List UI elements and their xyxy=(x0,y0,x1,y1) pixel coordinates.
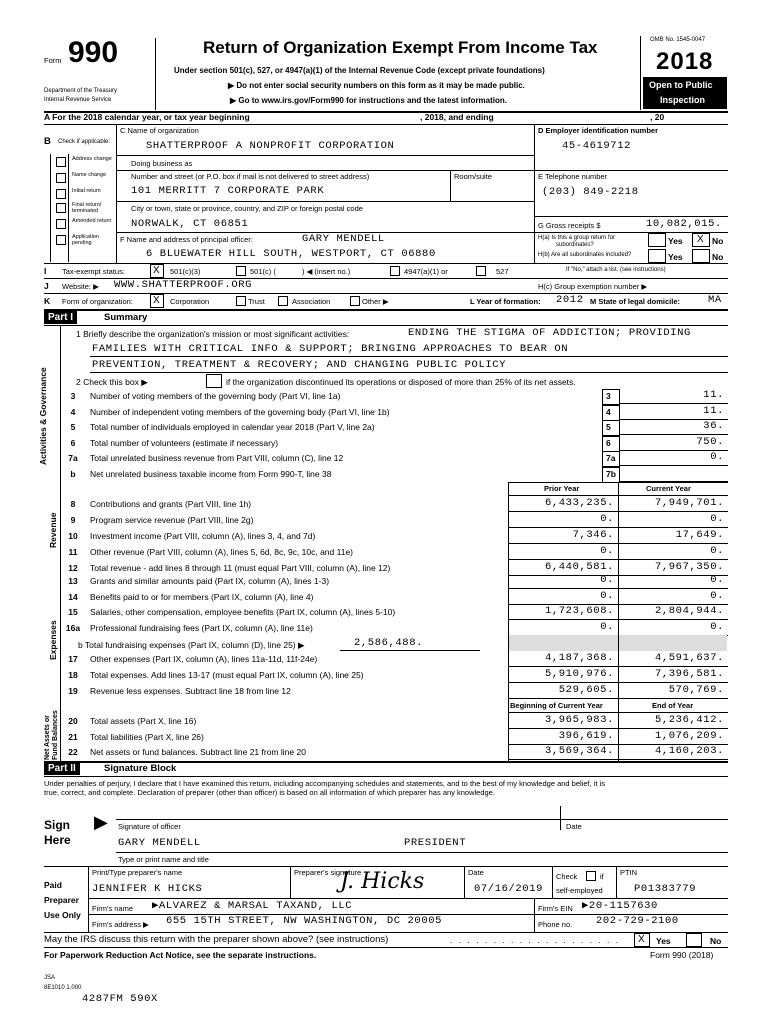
open-public: Open to Public xyxy=(649,80,713,90)
exp2-text-0: Other expenses (Part IX, column (A), lines 11a-11d, 11f-24e) xyxy=(90,654,318,664)
prep-date-label: Date xyxy=(468,868,484,877)
gov-box-label-1: 4 xyxy=(606,406,611,417)
exp-prior-2: 1,723,608. xyxy=(544,605,614,617)
exp-prior-3: 0. xyxy=(600,620,614,633)
line1-label: 1 Briefly describe the organization's mission or most significant activities: xyxy=(76,329,350,339)
ha-sub: subordinates? xyxy=(556,242,594,248)
hb-yes-label: Yes xyxy=(668,252,683,262)
b-label: B xyxy=(44,136,51,147)
hb-no-checkbox[interactable] xyxy=(692,249,710,263)
gov-box-label-0: 3 xyxy=(606,391,611,401)
e-label: E Telephone number xyxy=(538,172,608,181)
side-revenue: Revenue xyxy=(48,512,58,548)
exp2-text-1: Total expenses. Add lines 13-17 (must equal Part IX, column (A), line 25) xyxy=(90,670,364,680)
ptin-value: P01383779 xyxy=(634,883,697,895)
gov-number-1: 4 xyxy=(70,406,76,417)
form-word: Form xyxy=(44,56,62,65)
4947-checkbox[interactable] xyxy=(390,266,400,276)
f-label: F Name and address of principal officer: xyxy=(120,235,253,244)
527-checkbox[interactable] xyxy=(476,266,486,276)
here-label: Here xyxy=(44,833,71,847)
phone-value: (203) 849-2218 xyxy=(542,186,639,198)
b-item-label-5: Application pending xyxy=(72,234,99,246)
sig-date-label: Date xyxy=(566,822,582,831)
city-state-zip: NORWALK, CT 06851 xyxy=(131,218,249,230)
rev-prior-3: 0. xyxy=(600,545,614,557)
jsa-label: JSA xyxy=(44,975,56,981)
discuss-no-checkbox[interactable] xyxy=(686,933,702,947)
line2-text: if the organization discontinued its operations or disposed of more than 25% of its net assets. xyxy=(226,377,576,387)
corporation-checkbox[interactable] xyxy=(150,294,164,308)
net-current-2: 4,160,203. xyxy=(654,745,724,757)
exp-text-2: Salaries, other compensation, employee benefits (Part IX, column (A), lines 5-10) xyxy=(90,607,396,617)
ha-yes-label: Yes xyxy=(668,236,683,246)
sign-arrow-icon: ▶ xyxy=(94,812,108,832)
line-a-end: , 20 xyxy=(650,112,665,122)
other-label: Other ▶ xyxy=(362,297,389,306)
subtitle-3: ▶ Go to www.irs.gov/Form990 for instructions and the latest information. xyxy=(230,96,507,105)
gov-box-0 xyxy=(602,389,620,405)
rev-number-0: 8 xyxy=(70,499,76,509)
4947-label: 4947(a)(1) or xyxy=(404,267,448,276)
gross-receipts: 10,082,015. xyxy=(646,218,722,230)
b-checkbox-1[interactable] xyxy=(56,173,66,183)
j-label: J xyxy=(44,281,49,291)
prep-name-label: Print/Type preparer's name xyxy=(92,868,183,877)
b-item-label-3: Final return/ terminated xyxy=(72,202,102,214)
preparer-signature: J. Hicks xyxy=(340,869,425,894)
discuss-yes-label: Yes xyxy=(656,936,671,946)
firm-ein-label: Firm's EIN xyxy=(538,904,573,913)
net-text-2: Net assets or fund balances. Subtract line 21 from line 20 xyxy=(90,747,306,757)
form-footer: Form 990 (2018) xyxy=(650,950,714,960)
exp-number-1: 14 xyxy=(68,591,78,602)
501c3-checkbox[interactable] xyxy=(150,264,164,278)
rev-current-2: 17,649. xyxy=(675,529,724,541)
part-1-title: Summary xyxy=(104,312,148,323)
corporation-label: Corporation xyxy=(170,297,210,306)
ha-label: H(a) Is this a group return for xyxy=(538,235,616,241)
net-number-2: 22 xyxy=(68,747,78,757)
trust-checkbox[interactable] xyxy=(236,296,246,306)
firm-phone: 202-729-2100 xyxy=(596,915,679,927)
rev-text-4: Total revenue - add lines 8 through 11 (must equal Part VIII, column (A), line 12) xyxy=(90,563,391,573)
exp2-current-0: 4,591,637. xyxy=(654,652,724,664)
association-label: Association xyxy=(292,297,331,306)
preparer-label: Preparer xyxy=(44,895,79,905)
officer-title: PRESIDENT xyxy=(404,837,467,849)
year-formation: 2012 xyxy=(556,294,584,306)
association-checkbox[interactable] xyxy=(278,296,288,306)
net-prior-2: 3,569,364. xyxy=(544,745,614,757)
discuss-yes-mark: X xyxy=(638,934,645,945)
exp2-number-0: 17 xyxy=(68,654,78,664)
501c3-label: 501(c)(3) xyxy=(170,267,201,276)
gov-box-1 xyxy=(602,405,620,421)
501c-label: 501(c) ( xyxy=(250,267,276,276)
exp2-prior-0: 4,187,368. xyxy=(544,652,614,664)
line16b-label: b Total fundraising expenses (Part IX, column (D), line 25) ▶ xyxy=(78,640,305,650)
paid-label: Paid xyxy=(44,880,62,890)
l-label: L Year of formation: xyxy=(470,297,541,306)
gov-box-label-3: 6 xyxy=(606,437,611,448)
exp2-prior-1: 5,910,976. xyxy=(544,668,614,680)
discuss-no-label: No xyxy=(710,936,722,946)
b-checkbox-5[interactable] xyxy=(56,235,66,245)
rev-current-1: 0. xyxy=(710,513,724,525)
preparer-date: 07/16/2019 xyxy=(474,883,544,895)
net-number-1: 21 xyxy=(68,731,78,742)
ha-yes-checkbox[interactable] xyxy=(648,233,666,247)
exp-current-3: 0. xyxy=(710,620,724,633)
gov-underline-4 xyxy=(620,465,728,466)
net-text-0: Total assets (Part X, line 16) xyxy=(90,716,197,726)
trust-label: Trust xyxy=(248,297,265,306)
prior-year-header: Prior Year xyxy=(544,484,580,493)
mission-line-2: FAMILIES WITH CRITICAL INFO & SUPPORT; BRINGING APPROACHES TO BEAR ON xyxy=(92,343,569,355)
b-checkbox-2[interactable] xyxy=(56,189,66,199)
subtitle-1: Under section 501(c), 527, or 4947(a)(1) of the Internal Revenue Code (except private foundations) xyxy=(174,66,545,75)
b-checkbox-3[interactable] xyxy=(56,203,66,213)
b-item-label-1: Name change xyxy=(72,172,107,178)
527-label: 527 xyxy=(496,267,509,276)
room-label: Room/suite xyxy=(454,172,492,181)
gov-value-3: 750. xyxy=(696,435,724,448)
exp-current-1: 0. xyxy=(710,589,724,602)
street-address: 101 MERRITT 7 CORPORATE PARK xyxy=(131,185,325,197)
gov-text-4: Total unrelated business revenue from Part VIII, column (C), line 12 xyxy=(90,453,344,463)
net-text-1: Total liabilities (Part X, line 26) xyxy=(90,731,204,742)
paperwork-notice: For Paperwork Reduction Act Notice, see the separate instructions. xyxy=(44,950,317,960)
discuss-dots: . . . . . . . . . . . . . . . . . . . . xyxy=(450,935,621,945)
prep-sig-label: Preparer's signature xyxy=(294,868,362,877)
side-expenses: Expenses xyxy=(48,620,58,660)
line-a-label: A For the 2018 calendar year, or tax year beginning xyxy=(44,112,250,122)
firm-name-label: Firm's name xyxy=(92,904,134,913)
firm-ein: ▶20-1157630 xyxy=(582,900,658,912)
hc-label: H(c) Group exemption number ▶ xyxy=(538,282,648,291)
street-label: Number and street (or P.O. box if mail is not delivered to street address) xyxy=(131,172,370,181)
exp2-text-2: Revenue less expenses. Subtract line 18 from line 12 xyxy=(90,686,291,696)
boy-header: Beginning of Current Year xyxy=(510,701,603,710)
check-label: Check xyxy=(556,872,578,881)
side-net-assets: Net Assets or Fund Balances xyxy=(44,710,59,760)
insert-no-label: ) ◀ (insert no.) xyxy=(302,267,351,276)
gov-text-1: Number of independent voting members of the governing body (Part VI, line 1b) xyxy=(90,406,390,417)
self-employed-label: self-employed xyxy=(556,886,603,895)
side-governance: Activities & Governance xyxy=(38,367,48,465)
b-item-label-0: Address change xyxy=(72,156,112,162)
exp2-number-1: 18 xyxy=(68,670,78,680)
part-2-title: Signature Block xyxy=(104,763,177,774)
discuss-text: May the IRS discuss this return with the preparer shown above? (see instructions) xyxy=(44,934,389,945)
mission-line-3: PREVENTION, TREATMENT & RECOVERY; AND CHANGING PUBLIC POLICY xyxy=(92,359,507,371)
firm-address: 655 15TH STREET, NW WASHINGTON, DC 20005 xyxy=(166,915,443,927)
officer-address: 6 BLUEWATER HILL SOUTH, WESTPORT, CT 06880 xyxy=(146,248,436,260)
exp-text-0: Grants and similar amounts paid (Part IX, column (A), lines 1-3) xyxy=(90,576,330,586)
exp-number-2: 15 xyxy=(68,607,78,617)
line2-label: 2 Check this box ▶ xyxy=(76,377,148,387)
gov-box-label-5: 7b xyxy=(606,468,616,479)
subtitle-2: ▶ Do not enter social security numbers on this form as it may be made public. xyxy=(228,81,525,90)
net-current-1: 1,076,209. xyxy=(654,729,724,742)
rev-prior-4: 6,440,581. xyxy=(544,561,614,573)
corporation-mark: X xyxy=(153,295,160,306)
line-a-mid: , 2018, and ending xyxy=(420,112,494,122)
gov-box-3 xyxy=(602,436,620,452)
b-item-label-2: Initial return xyxy=(72,188,101,194)
rev-text-1: Program service revenue (Part VIII, line 2g) xyxy=(90,515,254,525)
rev-number-2: 10 xyxy=(68,531,78,541)
firm-address-label: Firm's address ▶ xyxy=(92,920,149,929)
officer-name-f: GARY MENDELL xyxy=(302,233,385,245)
rev-text-2: Investment income (Part VIII, column (A), lines 3, 4, and 7d) xyxy=(90,531,316,541)
hb-label: H(b) Are all subordinates included? xyxy=(538,252,632,258)
hb-no-label: No xyxy=(712,252,724,262)
exp-number-3: 16a xyxy=(65,622,81,633)
ha-no-label: No xyxy=(712,236,724,246)
ha-no-mark: X xyxy=(697,234,704,245)
gov-value-2: 36. xyxy=(703,420,724,432)
penalty-text-1: Under penalties of perjury, I declare that I have examined this return, including accompanying schedules and statements, and to the best of my knowledge and belief, it is xyxy=(44,779,606,788)
g-label: G Gross receipts $ xyxy=(538,221,601,230)
exp-text-3: Professional fundraising fees (Part IX, column (A), line 11e) xyxy=(90,622,313,633)
self-employed-checkbox[interactable] xyxy=(586,871,596,881)
exp2-number-2: 19 xyxy=(68,686,78,696)
exp-prior-0: 0. xyxy=(600,574,614,586)
m-label: M State of legal domicile: xyxy=(590,297,681,306)
rev-prior-1: 0. xyxy=(600,513,614,525)
preparer-name: JENNIFER K HICKS xyxy=(92,883,203,895)
rev-number-4: 12 xyxy=(68,563,78,573)
website-label: Website: ▶ xyxy=(62,282,99,291)
exp-number-0: 13 xyxy=(68,576,78,586)
exp2-current-2: 570,769. xyxy=(668,684,724,696)
rev-current-0: 7,949,701. xyxy=(654,497,724,509)
tax-exempt-label: Tax-exempt status: xyxy=(62,267,125,276)
hb-yes-checkbox[interactable] xyxy=(648,249,666,263)
gov-number-0: 3 xyxy=(70,391,76,401)
gov-text-0: Number of voting members of the governing body (Part VI, line 1a) xyxy=(90,391,341,401)
gov-number-4: 7a xyxy=(68,453,78,463)
gov-number-2: 5 xyxy=(70,422,76,432)
gov-value-0: 11. xyxy=(703,389,724,401)
gov-box-label-2: 5 xyxy=(606,422,611,432)
type-print-label: Type or print name and title xyxy=(118,855,209,864)
current-year-header: Current Year xyxy=(646,484,691,493)
mission-line-1: ENDING THE STIGMA OF ADDICTION; PROVIDING xyxy=(408,327,691,339)
i-label: I xyxy=(44,266,47,276)
gov-value-1: 11. xyxy=(703,404,724,417)
org-name: SHATTERPROOF A NONPROFIT CORPORATION xyxy=(146,140,395,152)
sign-label: Sign xyxy=(44,818,70,832)
line2-checkbox[interactable] xyxy=(206,374,222,388)
officer-name: GARY MENDELL xyxy=(118,837,201,849)
line16b-number xyxy=(62,639,78,649)
phone-label: Phone no. xyxy=(538,920,573,929)
rev-prior-0: 6,433,235. xyxy=(544,497,614,509)
rev-number-3: 11 xyxy=(68,547,78,557)
k-label: K xyxy=(44,296,51,306)
rev-text-3: Other revenue (Part VIII, column (A), lines 5, 6d, 8c, 9c, 10c, and 11e) xyxy=(90,547,353,557)
exp-current-2: 2,804,944. xyxy=(654,605,724,617)
state-domicile: MA xyxy=(708,294,722,306)
gov-box-label-4: 7a xyxy=(606,453,616,463)
tax-year: 2018 xyxy=(656,48,714,75)
part-1-label: Part I xyxy=(44,311,77,324)
if-label: if xyxy=(600,872,604,881)
rev-number-1: 9 xyxy=(70,515,76,525)
use-only-label: Use Only xyxy=(44,910,81,920)
b-checkbox-0[interactable] xyxy=(56,157,66,167)
exp-current-0: 0. xyxy=(710,574,724,586)
discuss-yes-checkbox[interactable] xyxy=(634,933,650,947)
exp2-prior-2: 529,605. xyxy=(558,684,614,696)
net-current-0: 5,236,412. xyxy=(654,714,724,726)
net-number-0: 20 xyxy=(68,716,78,726)
rev-text-0: Contributions and grants (Part VIII, line 1h) xyxy=(90,499,252,509)
501c3-mark: X xyxy=(153,265,160,276)
b-check-label: Check if applicable: xyxy=(58,139,111,145)
gov-text-3: Total number of volunteers (estimate if necessary) xyxy=(90,437,279,448)
b-item-label-4: Amended return xyxy=(72,218,112,224)
firm-name: ▶ALVAREZ & MARSAL TAXAND, LLC xyxy=(152,900,353,912)
form-code: 8E1010 1.000 xyxy=(44,985,82,991)
gov-text-5: Net unrelated business taxable income from Form 990-T, line 38 xyxy=(90,468,332,479)
other-checkbox[interactable] xyxy=(350,296,360,306)
form-org-label: Form of organization: xyxy=(62,297,133,306)
gov-text-2: Total number of individuals employed in calendar year 2018 (Part V, line 2a) xyxy=(90,422,375,432)
part-2-label: Part II xyxy=(44,762,80,775)
gov-box-2 xyxy=(602,420,620,436)
exp-prior-1: 0. xyxy=(600,589,614,602)
form-number: 990 xyxy=(68,36,119,69)
penalty-text-2: true, correct, and complete. Declaration of preparer (other than officer) is based on all information of which preparer has any knowledge. xyxy=(44,788,495,797)
501c-checkbox[interactable] xyxy=(236,266,246,276)
gov-number-3: 6 xyxy=(70,437,76,448)
rev-current-3: 0. xyxy=(710,545,724,557)
exp2-current-1: 7,396,581. xyxy=(654,668,724,680)
ein-value: 45-4619712 xyxy=(562,140,632,152)
line16b-value: 2,586,488. xyxy=(354,637,424,649)
irs-label: Internal Revenue Service xyxy=(44,97,112,103)
eoy-header: End of Year xyxy=(652,701,694,710)
gov-number-5: b xyxy=(70,468,76,479)
d-label: D Employer identification number xyxy=(538,126,659,135)
ptin-label: PTIN xyxy=(620,868,638,877)
ha-no-checkbox[interactable] xyxy=(692,233,710,247)
b-checkbox-4[interactable] xyxy=(56,219,66,229)
omb-number: OMB No. 1545-0047 xyxy=(650,37,706,43)
dba-label: Doing business as xyxy=(131,159,193,168)
hb-note: If "No," attach a list. (see instructions) xyxy=(566,267,666,273)
net-prior-1: 396,619. xyxy=(558,729,614,742)
bottom-code: 4287FM 590X xyxy=(82,993,158,1005)
website-value: WWW.SHATTERPROOF.ORG xyxy=(114,279,253,291)
net-prior-0: 3,965,983. xyxy=(544,714,614,726)
city-label: City or town, state or province, country, and ZIP or foreign postal code xyxy=(131,204,363,213)
inspection: Inspection xyxy=(660,95,706,105)
rev-prior-2: 7,346. xyxy=(572,529,614,541)
gov-value-4: 0. xyxy=(710,451,724,463)
exp-text-1: Benefits paid to or for members (Part IX, column (A), line 4) xyxy=(90,591,314,602)
dept-treasury: Department of the Treasury xyxy=(44,88,118,94)
c-name-label: C Name of organization xyxy=(120,126,199,135)
sig-officer-label: Signature of officer xyxy=(118,822,181,831)
rev-current-4: 7,967,350. xyxy=(654,561,724,573)
form-title: Return of Organization Exempt From Income Tax xyxy=(203,38,598,57)
